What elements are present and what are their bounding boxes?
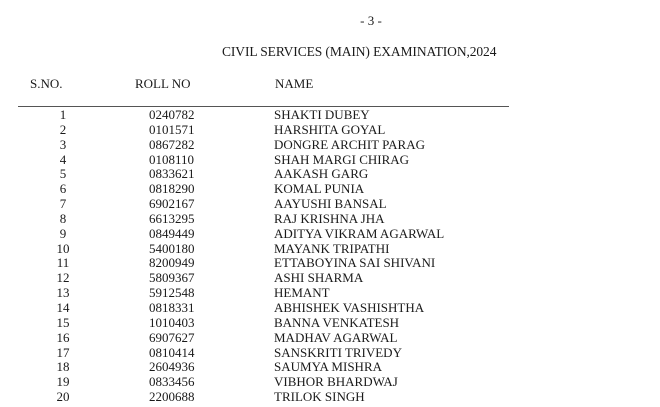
table-row xyxy=(0,375,660,390)
cell-name: SANSKRITI TRIVEDY xyxy=(274,344,402,360)
cell-roll-no: 0240782 xyxy=(149,107,195,122)
cell-name: ADITYA VIKRAM AGARWAL xyxy=(274,225,445,241)
cell-name: ABHISHEK VASHISHTHA xyxy=(274,299,425,315)
cell-sno: 19 xyxy=(56,374,70,390)
cell-name: AAKASH GARG xyxy=(274,166,369,182)
cell-name: BANNA VENKATESH xyxy=(274,314,400,330)
table-row xyxy=(0,360,660,375)
cell-sno: 5 xyxy=(59,166,67,182)
cell-roll-no: 1010403 xyxy=(149,314,195,330)
cell-sno: 11 xyxy=(56,255,70,271)
cell-name: HARSHITA GOYAL xyxy=(274,121,386,137)
table-row xyxy=(0,301,660,316)
cell-sno: 15 xyxy=(56,314,70,330)
results-table-body xyxy=(0,108,660,405)
cell-sno: 17 xyxy=(56,344,70,360)
table-row xyxy=(0,286,660,301)
cell-roll-no: 5400180 xyxy=(149,240,195,256)
table-row xyxy=(0,108,660,123)
table-row xyxy=(0,212,660,227)
cell-sno: 18 xyxy=(56,359,70,375)
table-row xyxy=(0,197,660,212)
column-header-sno: S.NO. xyxy=(30,76,63,91)
document-title: CIVIL SERVICES (MAIN) EXAMINATION,2024 xyxy=(222,44,497,59)
cell-sno: 12 xyxy=(56,270,70,286)
table-row xyxy=(0,123,660,138)
table-row xyxy=(0,256,660,271)
cell-name: AAYUSHI BANSAL xyxy=(274,196,387,212)
cell-sno: 13 xyxy=(56,285,70,301)
page-number: - 3 - xyxy=(360,13,382,28)
table-row xyxy=(0,271,660,286)
table-row xyxy=(0,316,660,331)
header-rule-divider xyxy=(18,106,509,107)
cell-roll-no: 6907627 xyxy=(149,329,195,345)
cell-name: SHAKTI DUBEY xyxy=(274,107,370,122)
cell-name: VIBHOR BHARDWAJ xyxy=(274,374,398,390)
cell-roll-no: 0101571 xyxy=(149,121,195,137)
cell-sno: 20 xyxy=(56,389,70,405)
cell-name: TRILOK SINGH xyxy=(274,389,365,405)
cell-sno: 3 xyxy=(59,136,67,152)
table-row xyxy=(0,153,660,168)
cell-sno: 14 xyxy=(56,299,70,315)
table-row xyxy=(0,227,660,242)
table-row xyxy=(0,167,660,182)
cell-sno: 8 xyxy=(59,210,67,226)
cell-sno: 4 xyxy=(59,151,67,167)
table-row xyxy=(0,390,660,405)
cell-sno: 16 xyxy=(56,329,70,345)
table-row xyxy=(0,242,660,257)
cell-roll-no: 2200688 xyxy=(149,389,195,405)
cell-name: HEMANT xyxy=(274,285,330,301)
cell-sno: 10 xyxy=(56,240,70,256)
cell-roll-no: 8200949 xyxy=(149,255,195,271)
cell-roll-no: 0833456 xyxy=(149,374,195,390)
cell-roll-no: 5912548 xyxy=(149,285,195,301)
table-row xyxy=(0,138,660,153)
cell-name: SAUMYA MISHRA xyxy=(274,359,382,375)
cell-sno: 9 xyxy=(59,225,67,241)
column-header-name: NAME xyxy=(275,76,314,91)
cell-name: DONGRE ARCHIT PARAG xyxy=(274,136,425,152)
cell-roll-no: 0867282 xyxy=(149,136,195,152)
cell-name: KOMAL PUNIA xyxy=(274,181,365,197)
cell-sno: 6 xyxy=(59,181,67,197)
cell-roll-no: 6902167 xyxy=(149,196,195,212)
cell-roll-no: 0810414 xyxy=(149,344,195,360)
table-row xyxy=(0,331,660,346)
cell-name: MADHAV AGARWAL xyxy=(274,329,398,345)
cell-name: RAJ KRISHNA JHA xyxy=(274,210,385,226)
cell-sno: 1 xyxy=(59,107,67,122)
cell-name: SHAH MARGI CHIRAG xyxy=(274,151,410,167)
cell-sno: 7 xyxy=(59,196,67,212)
table-row xyxy=(0,182,660,197)
table-row xyxy=(0,346,660,361)
cell-name: MAYANK TRIPATHI xyxy=(274,240,390,256)
cell-roll-no: 6613295 xyxy=(149,210,195,226)
cell-sno: 2 xyxy=(59,121,67,137)
column-header-roll-no: ROLL NO xyxy=(135,76,191,91)
cell-roll-no: 0849449 xyxy=(149,225,195,241)
cell-name: ETTABOYINA SAI SHIVANI xyxy=(274,255,436,271)
cell-roll-no: 2604936 xyxy=(149,359,195,375)
cell-roll-no: 5809367 xyxy=(149,270,195,286)
cell-roll-no: 0108110 xyxy=(149,151,195,167)
cell-roll-no: 0833621 xyxy=(149,166,195,182)
cell-name: ASHI SHARMA xyxy=(274,270,364,286)
cell-roll-no: 0818290 xyxy=(149,181,195,197)
cell-roll-no: 0818331 xyxy=(149,299,195,315)
